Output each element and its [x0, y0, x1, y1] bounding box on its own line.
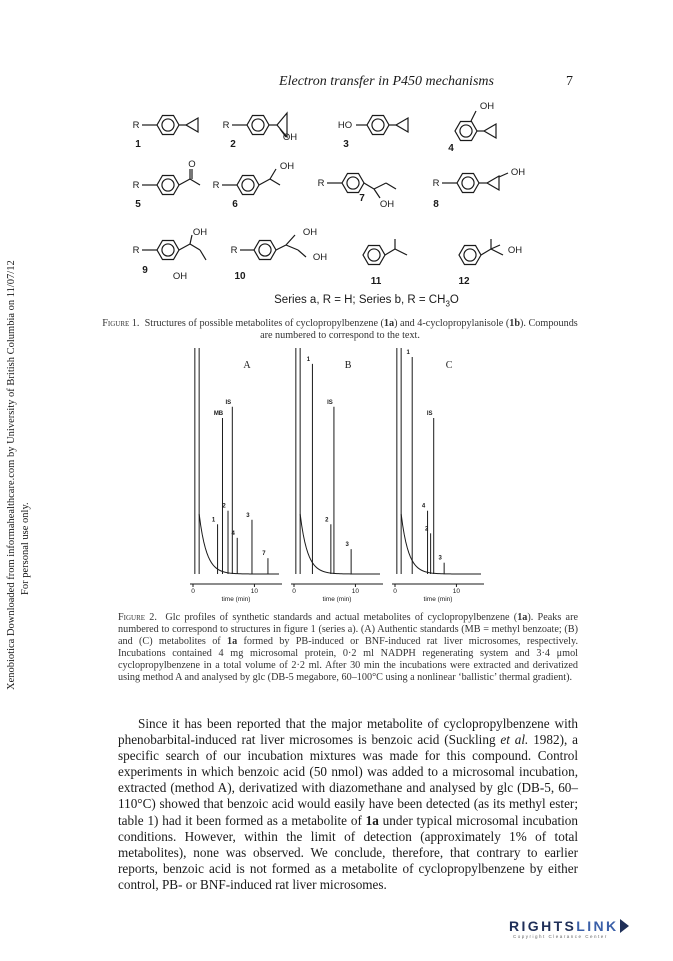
atom-label: R — [432, 178, 440, 189]
cyclopropyl — [487, 176, 499, 190]
peak-label: IS — [426, 411, 433, 418]
chromatogram-panel-c — [392, 348, 484, 603]
x-axis-label: time (min) — [322, 596, 352, 603]
aromatic-circle — [372, 119, 384, 131]
hydroxyl-label: OH — [302, 227, 318, 238]
peak-label: 1 — [406, 350, 410, 357]
bond — [491, 245, 500, 249]
figure2-label: Figure 2. — [118, 612, 157, 623]
compound-label: 2 — [230, 139, 236, 150]
hydroxyl-label: OH — [279, 161, 295, 172]
chromatogram-plots — [190, 338, 490, 610]
peak-label: IS — [327, 399, 333, 406]
atom-label: R — [132, 180, 140, 191]
bond — [270, 179, 280, 185]
bond — [374, 183, 386, 189]
atom-label: R — [230, 245, 238, 256]
peak-label: IS — [225, 399, 232, 406]
benzene-ring — [459, 245, 481, 264]
bond — [200, 250, 206, 260]
panel-label: C — [445, 360, 453, 371]
aromatic-circle — [162, 179, 174, 191]
bond — [190, 244, 200, 250]
compound-label: 4 — [448, 143, 454, 154]
bond — [179, 244, 190, 250]
peak-label: 4 — [421, 503, 426, 510]
bond — [286, 235, 295, 245]
aromatic-circle — [162, 244, 174, 256]
peak-label: 1 — [306, 356, 311, 363]
peak-label: 3 — [345, 542, 349, 549]
rightslink-logo[interactable] — [509, 918, 661, 948]
benzene-ring — [237, 175, 259, 194]
hydroxyl-label: HO — [337, 120, 353, 131]
aromatic-circle — [464, 249, 476, 261]
benzene-ring — [157, 175, 179, 194]
compound-label: 1 — [135, 139, 141, 150]
hydroxyl-label: OH — [479, 101, 495, 112]
atom-label: R — [222, 120, 230, 131]
aromatic-circle — [347, 177, 359, 189]
bond — [259, 179, 270, 185]
bond — [286, 245, 298, 250]
compound-label: 12 — [458, 276, 470, 287]
bond — [385, 249, 395, 255]
atom-label: R — [212, 180, 220, 191]
bond — [491, 249, 503, 255]
hydroxyl-label: OH — [192, 227, 208, 238]
chemical-structures-drawing — [120, 95, 560, 300]
compound-label: 11 — [370, 276, 382, 287]
logo-subtitle: Copyright Clearance Center — [513, 934, 608, 939]
panel-label: A — [243, 360, 251, 371]
benzene-ring — [367, 115, 389, 134]
bond — [386, 183, 396, 189]
benzene-ring — [157, 115, 179, 134]
atom-label: R — [132, 245, 140, 256]
aromatic-circle — [368, 249, 380, 261]
aromatic-circle — [462, 177, 474, 189]
body-paragraph: Since it has been reported that the major metabolite of cyclopropylbenzene with phenobarbital-induced rat liver microsomes is benzoic acid (Suckling et al. 1982), a specific search of our incubation mixtures was made for this compound. Control experiments in which benzoic acid (50 nmol) was added to a microsomal incubation, extracted (method A), derivatized with diazomethane and analysed by glc (DB-5, 60–110°C) showed that benzoic acid would easily have been detected (as its methyl ester; table 1) had it been formed as a metabolite of 1a under typical microsomal incubation conditions. However, within the limit of detection (approximately 1% of total metabolites), none was observed. We conclude, therefore, that contrary to earlier reports, benzoic acid is not formed as a metabolite of cyclopropylbenzene by either control, PB- or BNF-induced rat liver microsomes. — [118, 716, 578, 892]
bond — [298, 250, 306, 257]
cyclopropyl — [396, 118, 408, 132]
benzene-ring — [247, 115, 269, 134]
logo-text-rights: RIGHTS — [509, 918, 577, 934]
running-title: Electron transfer in P450 mechanisms — [279, 74, 494, 89]
atom-label: R — [132, 120, 140, 131]
bond — [190, 179, 200, 185]
bond — [364, 183, 374, 189]
hydroxyl-label: OH — [172, 271, 188, 282]
bond — [190, 235, 192, 244]
bond — [179, 179, 190, 185]
compound-label: 8 — [433, 199, 439, 210]
benzene-ring — [254, 240, 276, 259]
bond — [270, 169, 276, 179]
hydroxyl-label: OH — [510, 167, 526, 178]
hydroxyl-label: OH — [282, 132, 298, 143]
tick-label: 10 — [351, 588, 360, 595]
figure2-caption: Figure 2. Glc profiles of synthetic standards and actual metabolites of cyclopropylbenzene (1a). Peaks are numbered to correspond to structures in figure 1 (series a). (A) Authentic standards (MB = methyl benzoate; (B) and (C) metabolites of 1a formed by PB-induced or BNF-induced rat liver microsomes, respectively. Incubations contained 4 mg microsomal protein, 0·2 ml NADPH regenerating system and 3·4 μmol cyclopropylbenzene in a total volume of 2·2 ml. After 30 min the incubations were extracted and derivatized using method A and analysed by glc (DB-5 megabore, 60–100°C using a nonlinear ‘ballistic’ thermal gradient). — [118, 612, 578, 683]
oxygen-label: O — [188, 159, 196, 170]
compound-label: 10 — [234, 271, 246, 282]
benzene-ring — [342, 173, 364, 192]
compound-label: 5 — [135, 199, 141, 210]
peak-label: 3 — [438, 555, 442, 562]
bond — [374, 189, 380, 198]
bond — [471, 111, 476, 121]
figure1-label: Figure 1. — [102, 318, 140, 329]
peak-label: 3 — [246, 512, 250, 519]
peak-label: 4 — [231, 530, 235, 537]
logo-text-link: LINK — [576, 918, 619, 934]
tick-label: 0 — [292, 588, 296, 595]
figure1-caption: Figure 1. Structures of possible metabolites of cyclopropylbenzene (1a) and 4-cyclopropylanisole (1b). Compounds are numbered to correspond to the text. — [102, 318, 578, 341]
peak-label: 2 — [424, 526, 429, 533]
x-axis-label: time (min) — [221, 596, 251, 603]
hydroxyl-label: OH — [312, 252, 328, 263]
download-notice-line2: For personal use only. — [20, 502, 31, 595]
bond — [276, 245, 286, 250]
logo-arrow-icon — [620, 919, 629, 933]
bond — [481, 249, 491, 255]
aromatic-circle — [252, 119, 264, 131]
series-definition: Series a, R = H; Series b, $R = CH_3O$ — [274, 294, 459, 309]
compound-label: 6 — [232, 199, 238, 210]
bond — [395, 249, 407, 255]
chromatogram-panel-a — [190, 348, 282, 603]
hydroxyl-label: OH — [379, 199, 395, 210]
tick-label: 10 — [452, 588, 461, 595]
peak-label: 2 — [222, 503, 226, 510]
bond — [499, 173, 508, 177]
download-notice — [2, 250, 42, 690]
compound-label: 7 — [359, 193, 365, 204]
peak-label: 7 — [262, 551, 266, 558]
cyclopropyl — [186, 118, 198, 132]
compound-label: 9 — [142, 265, 148, 276]
tick-label: 10 — [250, 588, 259, 595]
page-number: 7 — [566, 74, 573, 89]
cyclopropyl — [484, 124, 496, 138]
tick-label: 0 — [393, 588, 397, 595]
aromatic-circle — [460, 125, 472, 137]
aromatic-circle — [259, 244, 271, 256]
hydroxyl-label: OH — [507, 245, 523, 256]
benzene-ring — [157, 240, 179, 259]
panel-label: B — [344, 360, 352, 371]
baseline-trace — [401, 514, 481, 574]
aromatic-circle — [162, 119, 174, 131]
figure2-chromatograms — [190, 338, 490, 610]
download-notice-line1: Xenobiotica Downloaded from informahealthcare.com by University of British Columbia on 11/07/12 — [6, 260, 17, 690]
benzene-ring — [455, 121, 477, 140]
aromatic-circle — [242, 179, 254, 191]
figure1-structures — [120, 95, 560, 300]
peak-label: MB — [213, 411, 224, 418]
chromatogram-panel-b — [291, 348, 383, 603]
peak-label: 2 — [325, 517, 329, 524]
atom-label: R — [317, 178, 325, 189]
benzene-ring — [363, 245, 385, 264]
tick-label: 0 — [191, 588, 195, 595]
benzene-ring — [457, 173, 479, 192]
compound-label: 3 — [343, 139, 349, 150]
peak-label: 1 — [211, 517, 216, 524]
x-axis-label: time (min) — [423, 596, 453, 603]
